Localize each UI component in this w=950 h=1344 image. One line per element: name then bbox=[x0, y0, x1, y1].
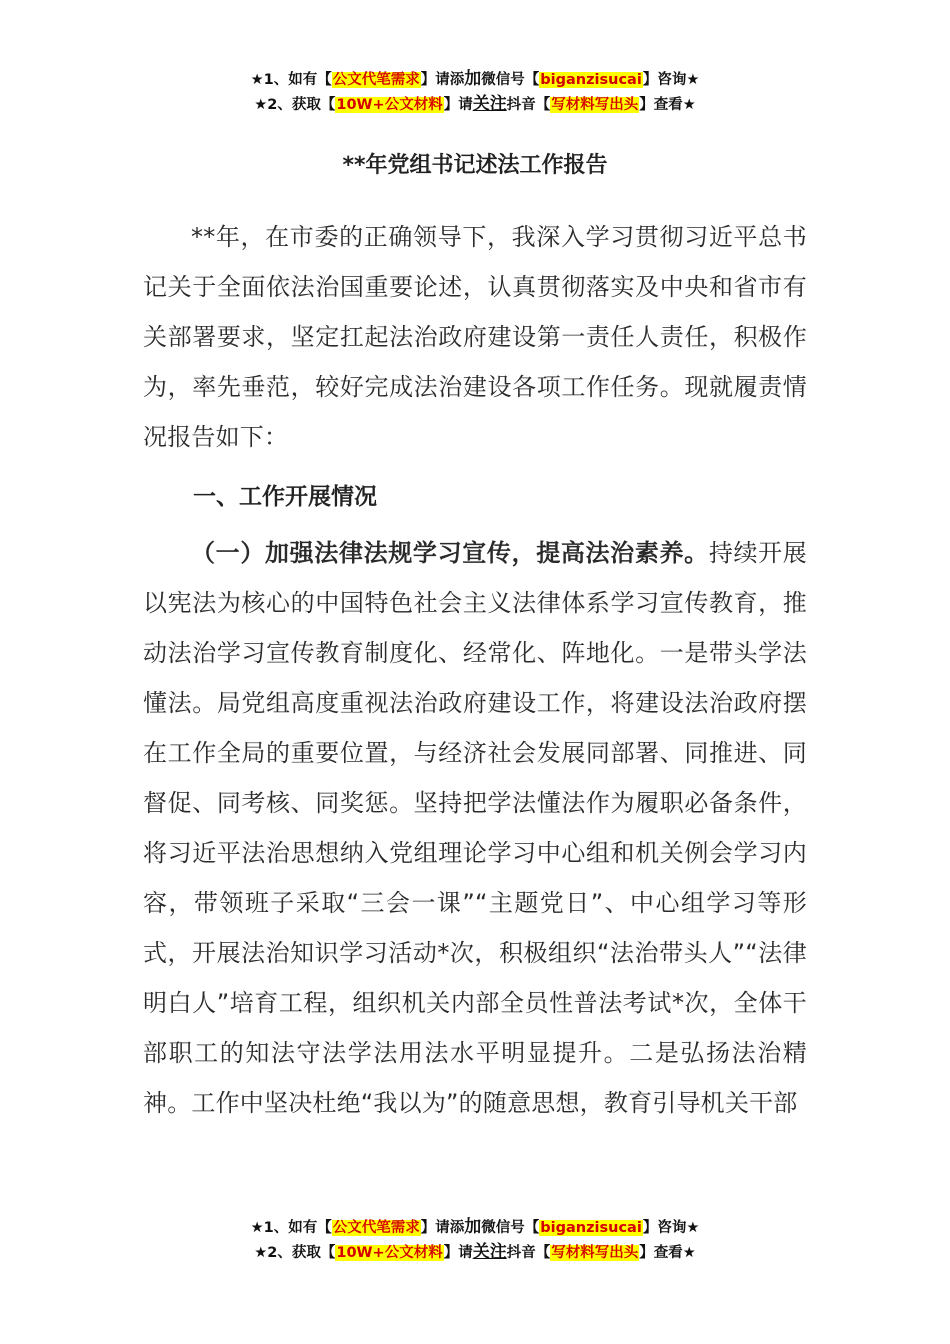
douyin-id-highlight: 写材料写出头 bbox=[551, 1245, 639, 1261]
promo-line-1 bbox=[0, 67, 950, 92]
promo-text: 关注 bbox=[472, 1242, 507, 1262]
promo-text: 加 bbox=[464, 1217, 482, 1237]
star-icon: ★ bbox=[250, 72, 264, 88]
promo-text: 】查看 bbox=[639, 97, 683, 113]
promo-text: 关注 bbox=[472, 94, 507, 114]
star-icon: ★ bbox=[254, 97, 268, 113]
promo-text: 】咨询 bbox=[642, 1220, 687, 1236]
star-icon: ★ bbox=[686, 72, 700, 88]
subsection-heading: （一）加强法律法规学习宣传，提高法治素养。 bbox=[191, 539, 709, 567]
promo-banner-bottom bbox=[0, 1215, 950, 1265]
subsection-paragraph bbox=[143, 528, 807, 1128]
promo-text: 】咨询 bbox=[642, 72, 687, 88]
promo-text: 】请 bbox=[443, 97, 473, 113]
wechat-id-highlight: biganzisucai bbox=[540, 1220, 642, 1236]
promo-text: 1、如有【 bbox=[263, 72, 332, 88]
star-icon: ★ bbox=[250, 1220, 264, 1236]
promo-text: 】请 bbox=[443, 1245, 473, 1261]
promo-highlight: 10W+公文材料 bbox=[336, 1245, 443, 1261]
promo-highlight: 公文代笔需求 bbox=[332, 72, 420, 88]
subsection-body: 持续开展以宪法为核心的中国特色社会主义法律体系学习宣传教育，推动法治学习宣传教育制度化、经常化、阵地化。一是带头学法懂法。局党组高度重视法治政府建设工作，将建设法治政府摆在工作全局的重要位置，与经济社会发展同部署、同推进、同督促、同考核、同奖惩。坚持把学法懂法作为履职必备条件，将习近平法治思想纳入党组理论学习中心组和机关例会学习内容，带领班子采取“三会一课”“主题党日”、中心组学习等形式，开展法治知识学习活动*次，积极组织“法治带头人”“法律明白人”培育工程，组织机关内部全员性普法考试*次，全体干部职工的知法守法学法用法水平明显提升。二是弘扬法治精神。工作中坚决杜绝“我以为”的随意思想，教育引导机关干部 bbox=[143, 539, 807, 1117]
document-page bbox=[143, 146, 807, 1128]
promo-text: 微信号【 bbox=[481, 72, 540, 88]
promo-banner-top bbox=[0, 67, 950, 117]
douyin-id-highlight: 写材料写出头 bbox=[551, 97, 639, 113]
promo-highlight: 10W+公文材料 bbox=[336, 97, 443, 113]
star-icon: ★ bbox=[254, 1245, 268, 1261]
promo-text: 2、获取【 bbox=[267, 1245, 336, 1261]
section-heading: 一、工作开展情况 bbox=[193, 484, 377, 510]
promo-text: 微信号【 bbox=[481, 1220, 540, 1236]
promo-text: 】请添 bbox=[420, 1220, 465, 1236]
promo-line-1 bbox=[0, 1215, 950, 1240]
promo-line-2 bbox=[0, 92, 950, 117]
promo-text: 2、获取【 bbox=[267, 97, 336, 113]
intro-paragraph: **年，在市委的正确领导下，我深入学习贯彻习近平总书记关于全面依法治国重要论述，认真贯彻落实及中央和省市有关部署要求，坚定扛起法治政府建设第一责任人责任，积极作为，率先垂范，较好完成法治建设各项工作任务。现就履责情况报告如下： bbox=[143, 223, 807, 451]
document-title: **年党组书记述法工作报告 bbox=[342, 153, 608, 178]
promo-text: 抖音【 bbox=[506, 1245, 551, 1261]
promo-text: 】请添 bbox=[420, 72, 465, 88]
star-icon: ★ bbox=[682, 1245, 696, 1261]
promo-text: 1、如有【 bbox=[263, 1220, 332, 1236]
promo-line-2 bbox=[0, 1240, 950, 1265]
star-icon: ★ bbox=[686, 1220, 700, 1236]
promo-highlight: 公文代笔需求 bbox=[332, 1220, 420, 1236]
star-icon: ★ bbox=[682, 97, 696, 113]
promo-text: 】查看 bbox=[639, 1245, 683, 1261]
wechat-id-highlight: biganzisucai bbox=[540, 72, 642, 88]
promo-text: 加 bbox=[464, 69, 482, 89]
promo-text: 抖音【 bbox=[506, 97, 551, 113]
